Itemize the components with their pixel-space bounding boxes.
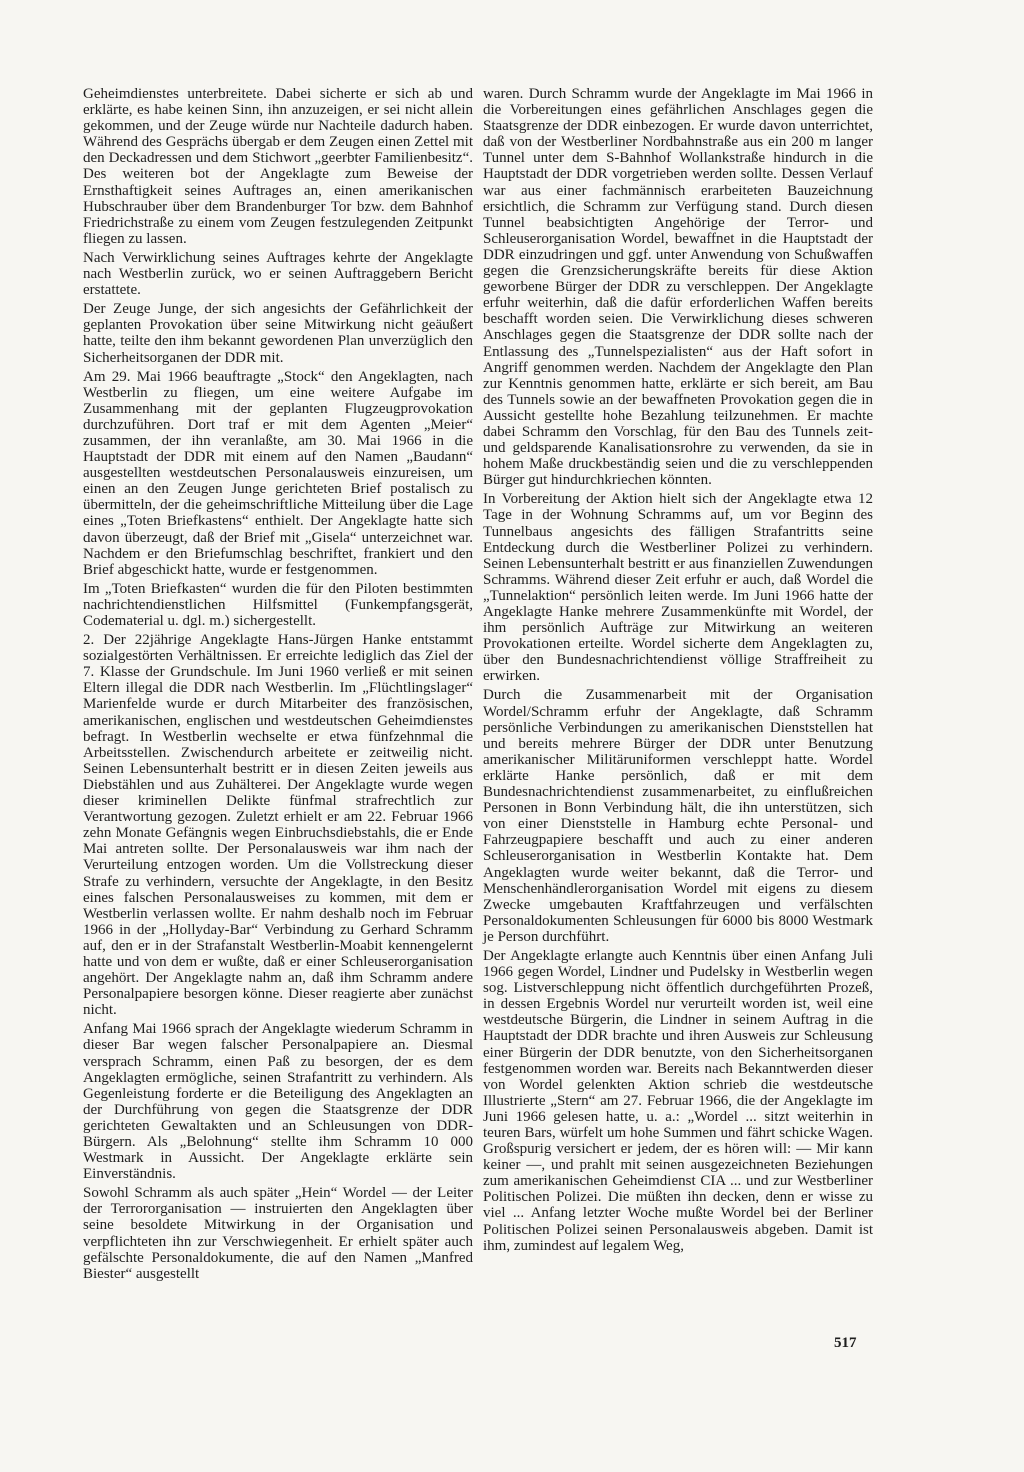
paragraph: In Vorbereitung der Aktion hielt sich der Angeklagte etwa 12 Tage in der Wohnung Schramms auf, um vor Beginn des Tunnelbaus angesichts des fälligen Strafantritts seine Entdeckung durch die Westberliner Polizei zu verhindern. Seinen Lebensunterhalt bestritt er aus finanziellen Zuwendungen Schramms. Während dieser Zeit erfuhr er auch, daß Wordel die „Tunnelaktion“ persönlich leiten werde. Im Juni 1966 hatte der Angeklagte Hanke mehrere Zusammenkünfte mit Wordel, der ihm persönlich Aufträge zur Mitwirkung an weiteren Provokationen erteilte. Wordel sicherte dem Angeklagten zu, über den Bundesnachrichtendienst völlige Straffreiheit zu erwirken. <box>483 491 873 685</box>
paragraph: Im „Toten Briefkasten“ wurden die für den Piloten bestimmten nachrichtendienstlichen Hilfsmittel (Funkempfangsgerät, Codematerial u. dgl. m.) sichergestellt. <box>83 580 473 629</box>
paragraph: Am 29. Mai 1966 beauftragte „Stock“ den Angeklagten, nach Westberlin zu fliegen, um eine weitere Aufgabe im Zusammenhang mit der geplanten Flugzeugprovokation durchzuführen. Dort traf er mit dem Agenten „Meier“ zusammen, der ihn veranlaßte, am 30. Mai 1966 in die Hauptstadt der DDR mit einem auf den Namen „Baudann“ ausgestellten westdeutschen Personalausweis einzureisen, um einen an den Zeugen Junge gerichteten Brief postalisch zu übermitteln, der die geheimschriftliche Mitteilung über die Lage eines „Toten Briefkastens“ enthielt. Der Angeklagte hatte sich davon überzeugt, daß der Brief mit „Gisela“ unterzeichnet war. Nachdem er den Briefumschlag beschriftet, frankiert und den Brief abgeschickt hatte, wurde er festgenommen. <box>83 368 473 578</box>
paragraph: Der Zeuge Junge, der sich angesichts der Gefährlichkeit der geplanten Provokation über seine Mitwirkung nicht geäußert hatte, teilte den ihm bekannt gewordenen Plan unverzüglich den Sicherheitsorganen der DDR mit. <box>83 301 473 366</box>
paragraph: Anfang Mai 1966 sprach der Angeklagte wiederum Schramm in dieser Bar wegen falscher Personalpapiere an. Diesmal versprach Schramm, einen Paß zu besorgen, der es dem Angeklagten ermögliche, seinen Strafantritt zu verhindern. Als Gegenleistung forderte er die Beteiligung des Angeklagten an der Durchführung von gegen die Staatsgrenze der DDR gerichteten Gewaltakten und an Schleusungen von DDR-Bürgern. Als „Belohnung“ stellte ihm Schramm 10 000 Westmark in Aussicht. Der Angeklagte erklärte sein Einverständnis. <box>83 1021 473 1183</box>
paragraph: Nach Verwirklichung seines Auftrages kehrte der Angeklagte nach Westberlin zurück, wo er seinen Auftraggebern Bericht erstattete. <box>83 249 473 299</box>
right-column <box>483 86 873 1257</box>
left-column <box>83 86 473 1285</box>
paragraph: Sowohl Schramm als auch später „Hein“ Wordel — der Leiter der Terrororganisation — instruierten den Angeklagten über seine besoldete Mitwirkung in der Organisation und verpflichteten ihn zur Verschwiegenheit. Er erhielt später auch gefälschte Personaldokumente, die auf den Namen „Manfred Biester“ ausgestellt <box>83 1185 473 1282</box>
paragraph: waren. Durch Schramm wurde der Angeklagte im Mai 1966 in die Vorbereitungen eines gefährlichen Anschlages gegen die Staatsgrenze der DDR einbezogen. Er wurde davon unterrichtet, daß von der Westberliner Nordbahnstraße aus ein 200 m langer Tunnel unter dem S-Bahnhof Wollankstraße hindurch in die Hauptstadt der DDR vorgetrieben werden sollte. Dessen Verlauf war aus einer fachmännisch erarbeiteten Bauzeichnung ersichtlich, die Schramm zur Verfügung stand. Durch diesen Tunnel beabsichtigten Angehörige der Terror- und Schleuserorganisation Wordel, bewaffnet in die Hauptstadt der DDR einzudringen und ggf. unter Anwendung von Schußwaffen gegen die Grenzsicherungskräfte bereits für diese Aktion geworbene Bürger der DDR zu verschleppen. Der Angeklagte erfuhr weiterhin, daß die dafür erforderlichen Waffen bereits beschafft worden seien. Die Verwirklichung dieses schweren Anschlages gegen die Staatsgrenze der DDR sollte nach der Entlassung des „Tunnelspezialisten“ aus der Haft sofort in Angriff genommen werden. Nachdem der Angeklagte den Plan zur Kenntnis genommen hatte, erklärte er sich bereit, am Bau des Tunnels sowie an der bewaffneten Provokation gegen die in Aussicht gestellte hohe Bezahlung teilzunehmen. Er machte dabei Schramm den Vorschlag, für den Bau des Tunnels zeit- und geldsparende Kanalisationsrohre zu verwenden, da sie in hohem Maße druckbeständig seien und die zu verschleppenden Bürger gut hindurchkriechen könnten. <box>483 86 873 489</box>
paragraph: Durch die Zusammenarbeit mit der Organisation Wordel/Schramm erfuhr der Angeklagte, daß Schramm persönliche Verbindungen zu amerikanischen Dienststellen hat und bereits mehrere Bürger der DDR unter Benutzung amerikanischer Militäruniformen verschleppt hatte. Wordel erklärte Hanke persönlich, daß er mit dem Bundesnachrichtendienst zusammenarbeitet, zu einflußreichen Personen in Bonn Verbindung hält, die ihn unterstützen, sich von einer Dienststelle in Hamburg echte Personal- und Fahrzeugpapiere beschafft und auch zu einer anderen Schleuserorganisation in Westberlin Kontakte hat. Dem Angeklagten wurde weiter bekannt, daß die Terror- und Menschenhändlerorganisation Wordel mit eigens zu diesem Zwecke umgebauten Kraftfahrzeugen und verfälschten Personaldokumenten Schleusungen für 6000 bis 8000 Westmark je Person durchführt. <box>483 687 873 945</box>
paragraph: Geheimdienstes unterbreitete. Dabei sicherte er sich ab und erklärte, es habe keinen Sinn, ihn anzuzeigen, er sei nicht allein gekommen, und der Zeuge würde nur Nachteile dadurch haben. Während des Gesprächs übergab er dem Zeugen einen Zettel mit den Deckadressen und dem Stichwort „geerbter Familienbesitz“. Des weiteren bot der Angeklagte zum Beweise der Ernsthaftigkeit seines Auftrages an, einen amerikanischen Hubschrauber über dem Brandenburger Tor bzw. dem Bahnhof Friedrichstraße zu einem vom Zeugen festzulegenden Zeitpunkt fliegen zu lassen. <box>83 86 473 247</box>
paragraph: Der Angeklagte erlangte auch Kenntnis über einen Anfang Juli 1966 gegen Wordel, Lindner und Pudelsky in Westberlin wegen sog. Listverschleppung nicht öffentlich durchgeführten Prozeß, in dessen Ergebnis Wordel nur verurteilt worden ist, weil eine westdeutsche Bürgerin, die Lindner in seinem Auftrag in die Hauptstadt der DDR brachte und ihren Ausweis zur Schleusung einer Bürgerin der DDR benutzte, von den Sicherheitsorganen festgenommen worden war. Bereits nach Bekanntwerden dieser von Wordel gelenkten Aktion schrieb die westdeutsche Illustrierte „Stern“ am 27. Februar 1966, die der Angeklagte im Juni 1966 gelesen hatte, u. a.: „Wordel ... sitzt weiterhin in teuren Bars, würfelt um hohe Summen und fährt schicke Wagen. Großspurig versichert er jedem, der es hören will: — Mir kann keiner —, und prahlt mit seinen ausgezeichneten Beziehungen zum amerikanischen Geheimdienst CIA ... und zur Westberliner Politischen Polizei. Die müßten ihn decken, denn er wisse zu viel ... Anfang letzter Woche mußte Wordel bei der Berliner Politischen Polizei seinen Personalausweis abgeben. Damit ist ihm, zumindest auf legalem Weg, <box>483 947 873 1254</box>
page-number: 517 <box>834 1335 857 1351</box>
paragraph: 2. Der 22jährige Angeklagte Hans-Jürgen Hanke entstammt sozialgestörten Verhältnissen. Er erreichte lediglich das Ziel der 7. Klasse der Grundschule. Im Juni 1960 verließ er mit seinen Eltern illegal die DDR nach Westberlin. Im „Flüchtlingslager“ Marienfelde wurde er durch Mitarbeiter des französischen, amerikanischen, englischen und westdeutschen Geheimdienstes befragt. In Westberlin wechselte er etwa fünfzehnmal die Arbeitsstellen. Zwischendurch arbeitete er zeitweilig nicht. Seinen Lebensunterhalt bestritt er in diesen Zeiten jeweils aus Diebstählen und aus Zuhälterei. Der Angeklagte wurde wegen dieser kriminellen Delikte fünfmal strafrechtlich zur Verantwortung gezogen. Zuletzt erhielt er am 22. Februar 1966 zehn Monate Gefängnis wegen Einbruchsdiebstahls, die er Ende Mai antreten sollte. Der Personalausweis war ihm nach der Verurteilung entzogen worden. Um die Vollstreckung dieser Strafe zu verhindern, versuchte der Angeklagte, in den Besitz eines falschen Personalausweises zu kommen, mit dem er Westberlin verlassen wollte. Er nahm deshalb noch im Februar 1966 in der „Hollyday-Bar“ Verbindung zu Gerhard Schramm auf, den er in der Strafanstalt Westberlin-Moabit kennengelernt hatte und von dem er wußte, daß er einer Schleuserorganisation angehört. Der Angeklagte nahm an, daß ihm Schramm andere Personalpapiere besorgen könne. Dieser reagierte aber zunächst nicht. <box>83 632 473 1019</box>
